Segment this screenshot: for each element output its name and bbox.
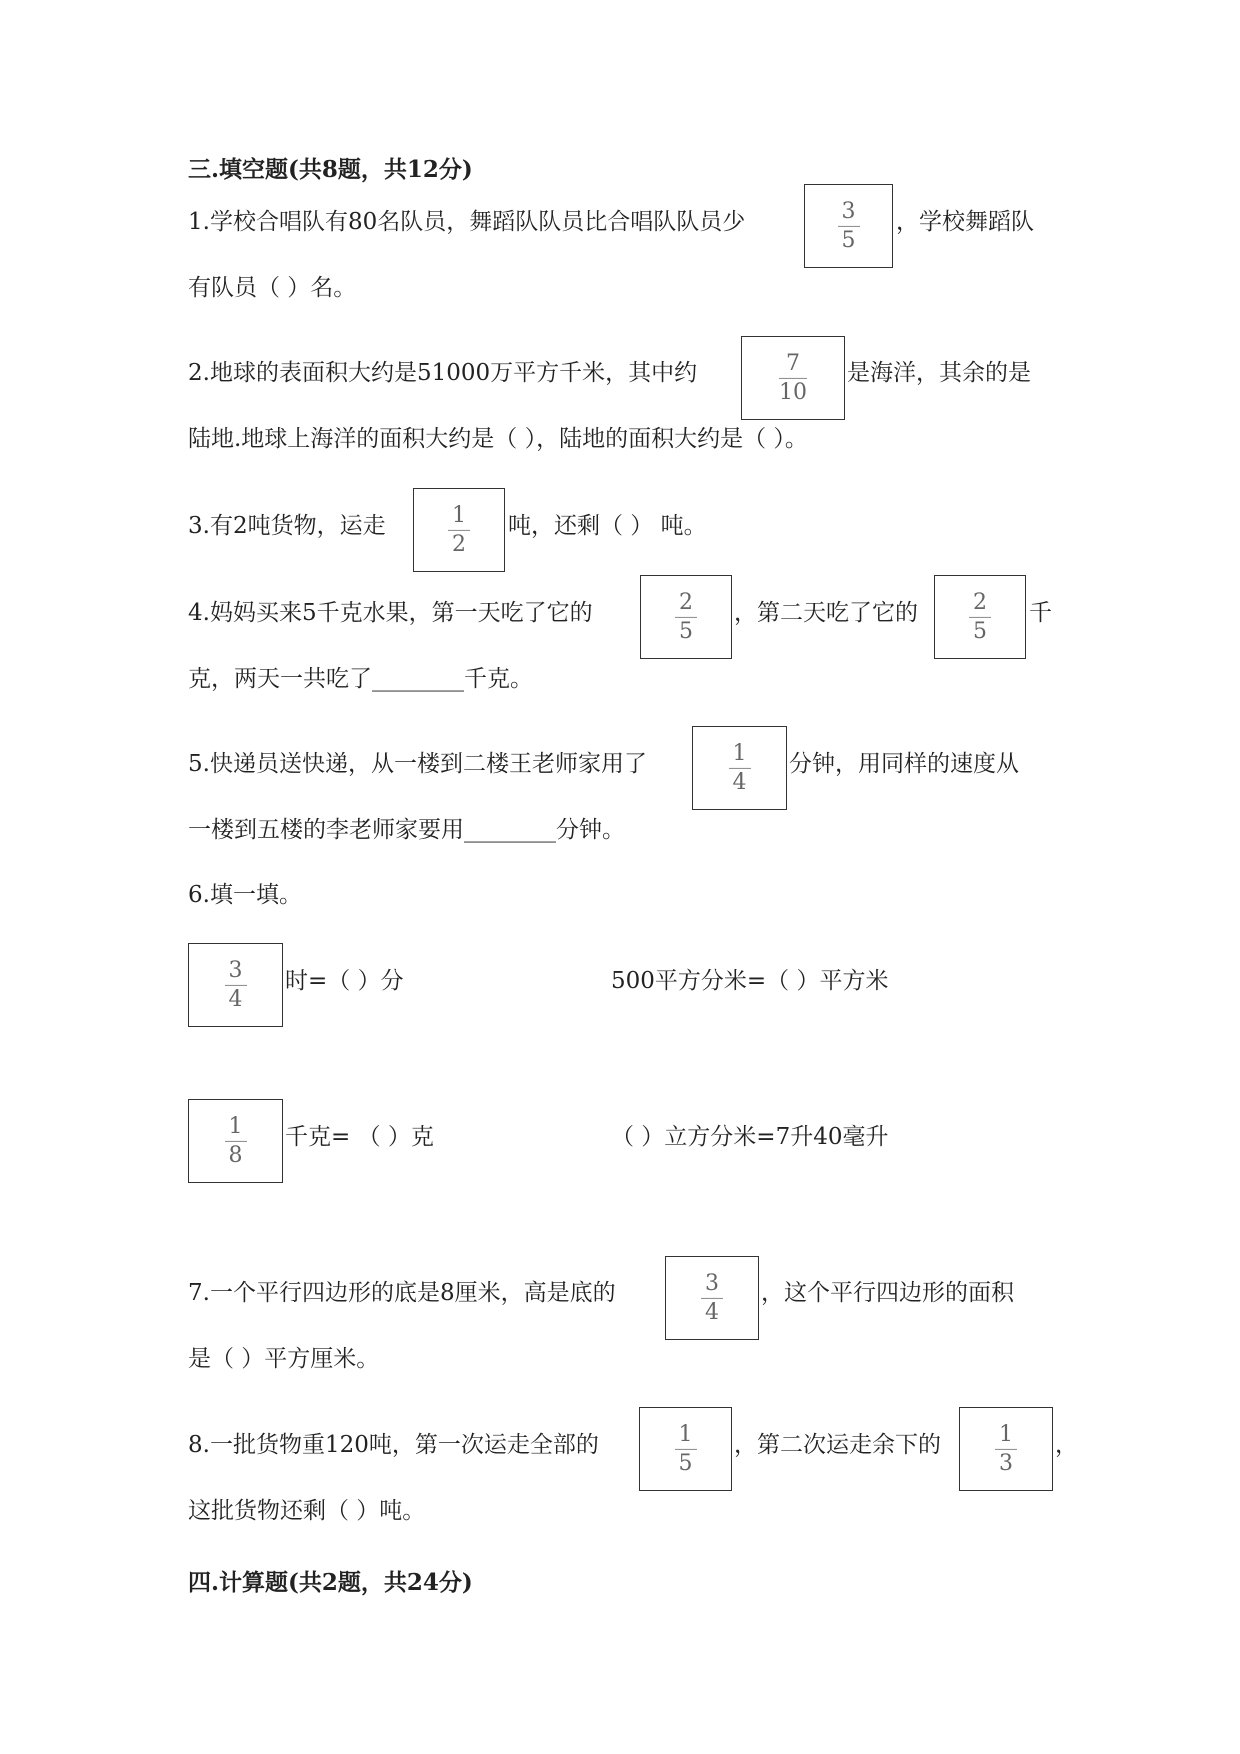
fraction-numerator: 1 — [228, 1113, 243, 1139]
fraction-bar — [675, 617, 697, 618]
question-3-line-1a: 3.有2吨货物，运走 — [188, 513, 386, 539]
question-5-line-1b: 分钟，用同样的速度从 — [789, 751, 1019, 777]
fraction-numerator: 1 — [732, 740, 747, 766]
question-5-line-2: 一楼到五楼的李老师家要用________分钟。 — [188, 817, 625, 843]
question-8-line-2: 这批货物还剩（ ）吨。 — [188, 1498, 426, 1524]
question-8-line-1c: ， — [1055, 1432, 1078, 1458]
fraction-numerator: 3 — [228, 957, 243, 983]
fraction-denominator: 4 — [705, 1300, 719, 1325]
fraction-box — [692, 726, 787, 810]
fraction-bar — [838, 226, 860, 227]
fraction-denominator: 3 — [999, 1451, 1013, 1476]
fraction-numerator: 1 — [678, 1421, 693, 1447]
fraction-denominator: 5 — [679, 619, 693, 644]
fraction-bar — [729, 768, 751, 769]
question-4-line-1c: 千 — [1029, 600, 1052, 626]
question-6-item-4: （ ）立方分米=7升40毫升 — [611, 1124, 889, 1150]
question-8-line-1a: 8.一批货物重120吨，第一次运走全部的 — [188, 1432, 599, 1458]
question-4-line-1b: ，第二天吃了它的 — [734, 600, 918, 626]
fraction-denominator: 5 — [678, 1451, 693, 1476]
fraction-numerator: 1 — [452, 502, 466, 528]
question-4-line-2: 克，两天一共吃了________千克。 — [188, 666, 533, 692]
fraction-bar — [225, 985, 247, 986]
fraction-box — [804, 184, 893, 268]
question-3-line-1b: 吨，还剩（ ） 吨。 — [508, 513, 707, 539]
fraction-bar — [701, 1298, 723, 1299]
fraction-numerator: 2 — [973, 589, 987, 615]
fraction-denominator: 4 — [228, 987, 243, 1012]
question-6-title: 6.填一填。 — [188, 882, 302, 908]
fraction-bar — [448, 530, 470, 531]
section-title: 四.计算题(共2题，共24分) — [188, 1569, 473, 1596]
question-7-line-1b: ，这个平行四边形的面积 — [761, 1280, 1014, 1306]
fraction-box — [741, 336, 845, 420]
question-4-line-1a: 4.妈妈买来5千克水果，第一天吃了它的 — [188, 600, 593, 626]
fraction-denominator: 5 — [973, 619, 987, 644]
fraction-box — [188, 1099, 283, 1183]
fraction-box — [413, 488, 505, 572]
fraction-bar — [779, 378, 807, 379]
fraction-box — [639, 1407, 732, 1491]
fraction-numerator: 2 — [679, 589, 693, 615]
fraction-numerator: 1 — [999, 1421, 1013, 1447]
question-1-line-1b: ，学校舞蹈队 — [896, 209, 1034, 235]
question-8-line-1b: ，第二次运走余下的 — [734, 1432, 941, 1458]
fraction-bar — [995, 1449, 1017, 1450]
question-7-line-2: 是（ ）平方厘米。 — [188, 1346, 380, 1372]
fraction-bar — [225, 1141, 247, 1142]
question-2-line-2: 陆地.地球上海洋的面积大约是（ ），陆地的面积大约是（ ）。 — [188, 426, 808, 452]
question-6-item-3: 千克= （ ）克 — [285, 1124, 434, 1150]
fraction-box — [188, 943, 283, 1027]
question-2-line-1b: 是海洋，其余的是 — [847, 360, 1031, 386]
fraction-numerator: 3 — [841, 198, 856, 224]
question-1-line-2: 有队员（ ）名。 — [188, 275, 357, 301]
question-2-line-1a: 2.地球的表面积大约是51000万平方千米，其中约 — [188, 360, 698, 386]
fraction-box — [959, 1407, 1053, 1491]
question-1-line-1a: 1.学校合唱队有80名队员，舞蹈队队员比合唱队队员少 — [188, 209, 746, 235]
fraction-denominator: 2 — [452, 532, 466, 557]
fraction-bar — [969, 617, 991, 618]
fraction-denominator: 10 — [779, 380, 807, 405]
fraction-denominator: 8 — [228, 1143, 243, 1168]
question-7-line-1a: 7.一个平行四边形的底是8厘米，高是底的 — [188, 1280, 616, 1306]
question-5-line-1a: 5.快递员送快递，从一楼到二楼王老师家用了 — [188, 751, 647, 777]
question-6-item-2: 500平方分米=（ ）平方米 — [611, 968, 889, 994]
fraction-bar — [675, 1449, 697, 1450]
question-6-item-1: 时=（ ）分 — [285, 968, 404, 994]
fraction-box — [934, 575, 1026, 659]
fraction-numerator: 3 — [705, 1270, 719, 1296]
fraction-denominator: 4 — [732, 770, 747, 795]
fraction-numerator: 7 — [786, 350, 800, 376]
section-title: 三.填空题(共8题，共12分) — [188, 156, 473, 183]
fraction-denominator: 5 — [841, 228, 856, 253]
fraction-box — [640, 575, 732, 659]
fraction-box — [665, 1256, 759, 1340]
